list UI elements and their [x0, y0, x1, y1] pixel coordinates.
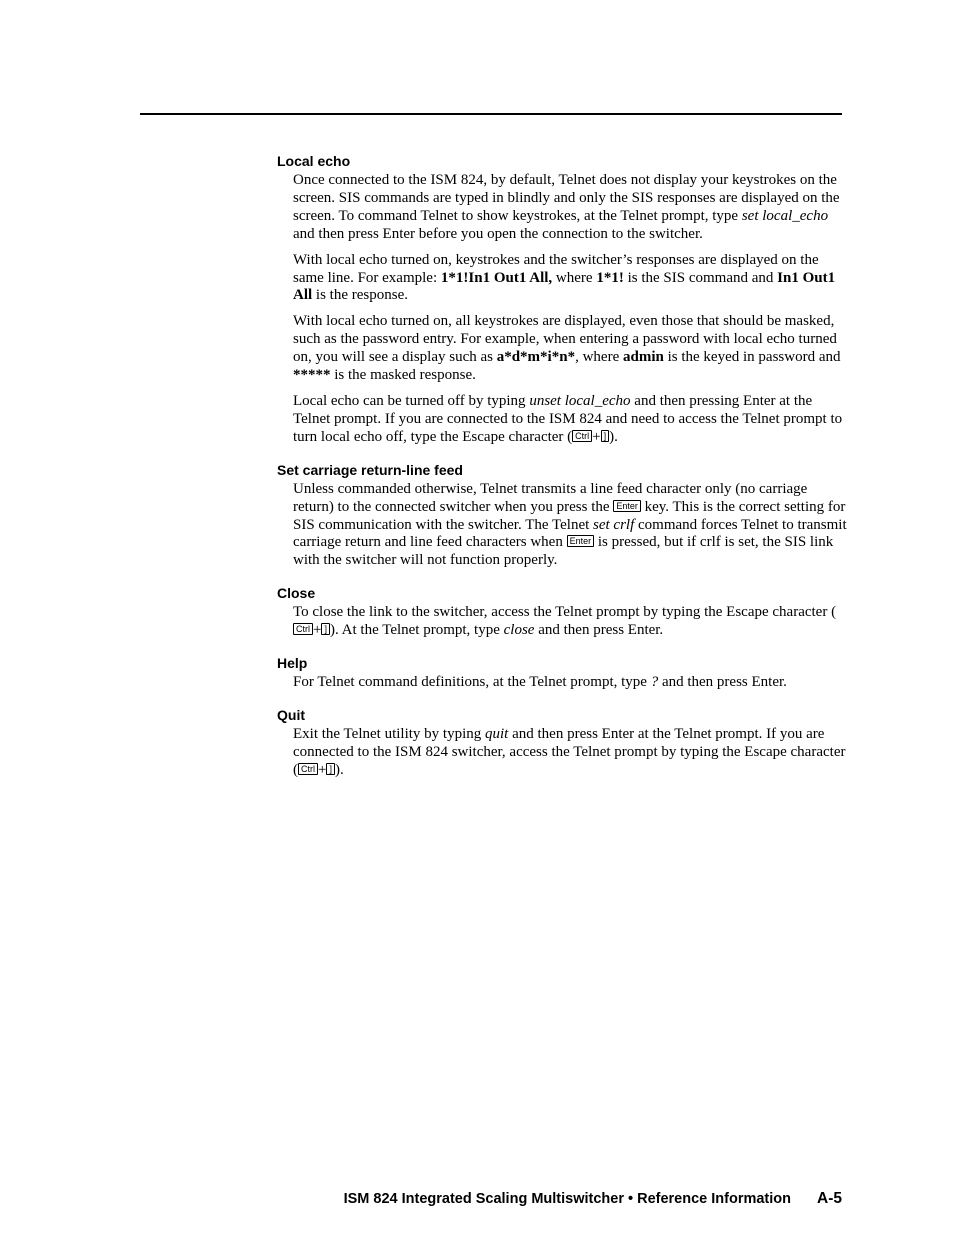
- text-run: , where: [575, 349, 623, 366]
- text-run: is pressed, but if crlf is set, the SIS link with the switcher will not function properly.: [293, 534, 834, 569]
- text-run: Local echo can be turned off by typing: [293, 392, 530, 409]
- italic-run: set crlf: [593, 516, 635, 533]
- text-run: ).: [334, 761, 344, 778]
- bold-run: 1*1!: [596, 269, 624, 286]
- text-run: Once connected to the ISM 824, by default, Telnet does not display your keystrokes on the screen. SIS commands are typed in blindly and only the SIS responses are displayed on the screen. To command Telnet to show keystrokes, at the Telnet prompt, type: [293, 172, 840, 224]
- page-footer: [344, 1190, 842, 1208]
- text-run: ). At the Telnet prompt, type: [329, 622, 504, 639]
- italic-run: close: [503, 622, 535, 639]
- text-run: +: [313, 622, 322, 639]
- text-run: and then press Enter.: [658, 674, 787, 691]
- section-heading: Help: [277, 655, 308, 672]
- bold-run: 1*1!In1 Out1 All,: [440, 269, 553, 286]
- bold-run: In1 Out1 All: [293, 269, 836, 304]
- section-help: [277, 654, 847, 692]
- paragraph: [293, 172, 847, 244]
- paragraph: [293, 313, 847, 385]
- text-run: To close the link to the switcher, access the Telnet prompt by typing the Escape character (: [293, 604, 837, 621]
- document-body: [277, 152, 847, 794]
- footer-title: ISM 824 Integrated Scaling Multiswitcher • Reference Information: [343, 1191, 792, 1207]
- text-run: is the SIS command and: [623, 269, 778, 286]
- section-heading: Close: [277, 585, 316, 602]
- text-run: For Telnet command definitions, at the Telnet prompt, type: [293, 674, 651, 691]
- italic-run: ?: [650, 674, 659, 691]
- paragraph: [293, 604, 847, 640]
- section-heading: Quit: [277, 706, 305, 723]
- section-set-carriage-return-line-feed: [277, 461, 847, 571]
- header-rule: [140, 113, 842, 115]
- section-local-echo: [277, 152, 847, 447]
- keycap-bracket-icon: ]: [321, 623, 330, 635]
- text-run: key. This is the correct setting for SIS communication with the switcher. The Telnet: [293, 498, 846, 533]
- bold-run: admin: [622, 349, 664, 366]
- keycap-enter-icon: Enter: [613, 500, 641, 512]
- text-run: +: [592, 428, 601, 445]
- section-close: [277, 584, 847, 640]
- keycap-ctrl-icon: Ctrl: [293, 623, 313, 635]
- text-run: With local echo turned on, keystrokes and the switcher’s responses are displayed on the same line. For example:: [293, 251, 819, 286]
- keycap-bracket-icon: ]: [601, 430, 610, 442]
- keycap-ctrl-icon: Ctrl: [572, 430, 592, 442]
- text-run: and then press Enter at the Telnet prompt. If you are connected to the ISM 824 switcher, access the Telnet prompt by typing the Escape character (: [293, 725, 846, 778]
- paragraph: [293, 252, 847, 306]
- italic-run: quit: [485, 725, 509, 742]
- paragraph: [293, 726, 847, 780]
- keycap-enter-icon: Enter: [567, 535, 595, 547]
- text-run: Unless commanded otherwise, Telnet transmits a line feed character only (no carriage return) to the connected switcher when you press the: [293, 480, 808, 515]
- section-quit: [277, 706, 847, 780]
- italic-run: set local_echo: [741, 207, 829, 224]
- text-run: and then press Enter before you open the connection to the switcher.: [293, 225, 703, 242]
- text-run: Exit the Telnet utility by typing: [293, 725, 485, 742]
- text-run: +: [318, 761, 327, 778]
- paragraph: [293, 393, 847, 447]
- keycap-bracket-icon: ]: [326, 763, 335, 775]
- section-heading: Set carriage return-line feed: [277, 461, 463, 478]
- text-run: is the keyed in password and: [663, 349, 841, 366]
- bold-run: *****: [293, 367, 331, 384]
- page-number: A-5: [817, 1190, 842, 1207]
- text-run: and then pressing Enter at the Telnet prompt. If you are connected to the ISM 824 and need to access the Telnet prompt to turn local echo off, type the Escape character (: [293, 392, 843, 445]
- text-run: command forces Telnet to transmit carriage return and line feed characters when: [293, 516, 847, 551]
- text-run: is the response.: [312, 287, 408, 304]
- bold-run: a*d*m*i*n*: [496, 349, 576, 366]
- text-run: where: [552, 269, 597, 286]
- paragraph: [293, 481, 847, 571]
- keycap-ctrl-icon: Ctrl: [298, 763, 318, 775]
- text-run: ).: [609, 428, 618, 445]
- text-run: With local echo turned on, all keystrokes are displayed, even those that should be masked, such as the password entry. For example, when entering a password with local echo turned on, you will see a display such as: [293, 313, 837, 366]
- paragraph: [293, 674, 847, 692]
- text-run: and then press Enter.: [534, 622, 664, 639]
- section-heading: Local echo: [277, 153, 351, 169]
- italic-run: unset local_echo: [529, 392, 631, 409]
- text-run: is the masked response.: [330, 367, 476, 384]
